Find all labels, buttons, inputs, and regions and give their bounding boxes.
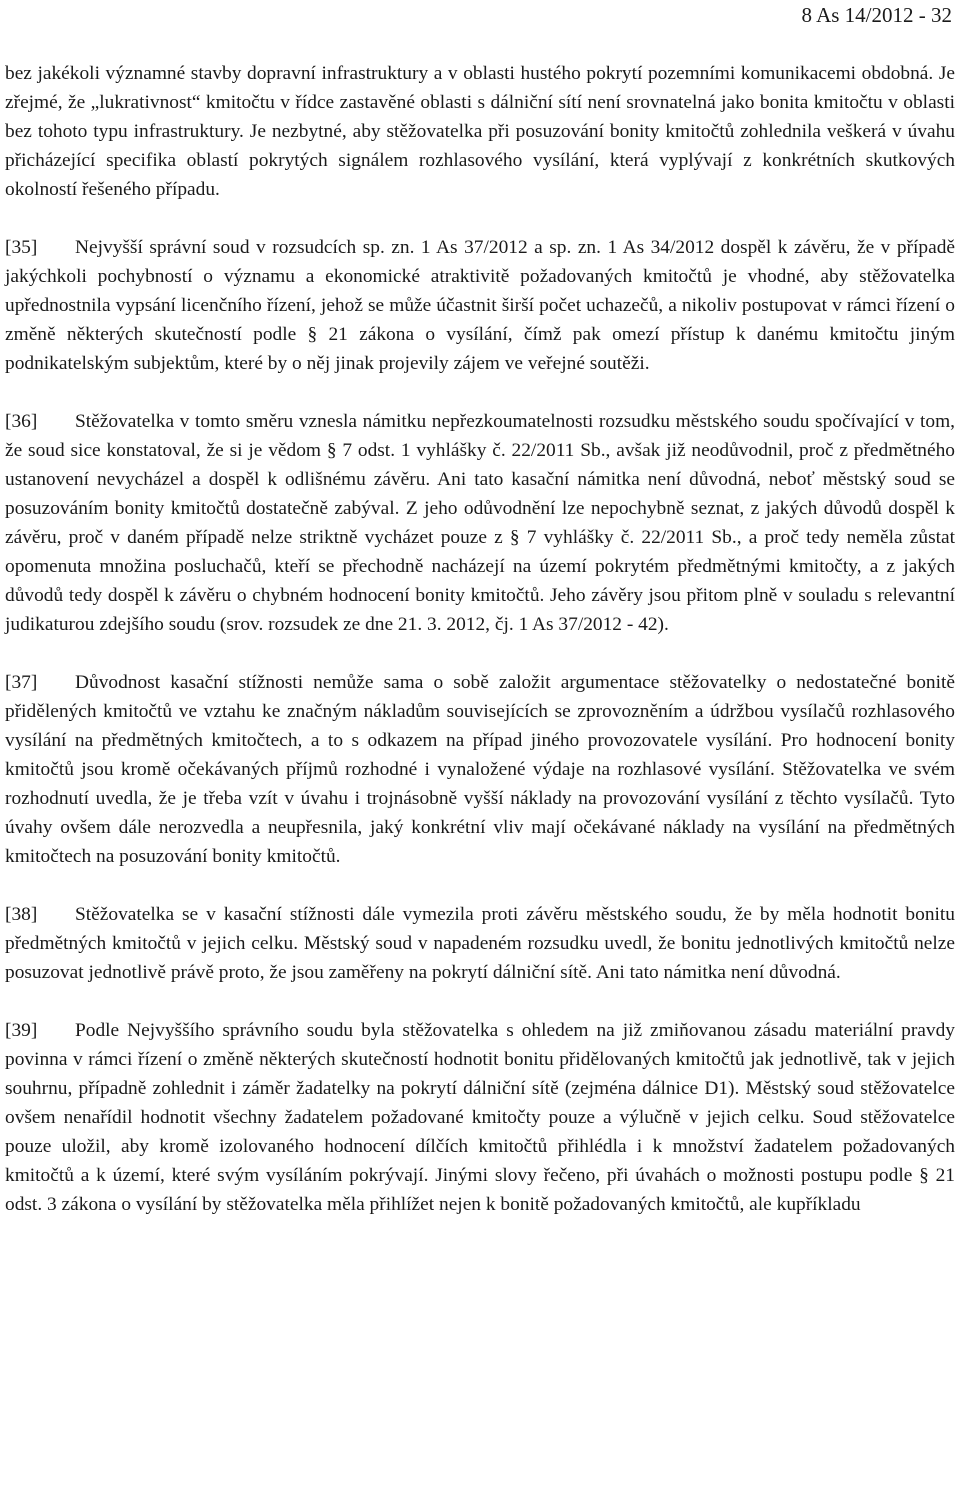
paragraph-text: Stěžovatelka v tomto směru vznesla námitku nepřezkoumatelnosti rozsudku městského soudu spočívající v tom, že soud sice konstatoval, že si je vědom § 7 odst. 1 vyhlášky č. 22/2011 Sb., avšak již neodůvodnil, proč z předmětného ustanovení nevycházel a dospěl k odlišnému závěru. Ani tato kasační námitka není důvodná, neboť městský soud se posuzováním bonity kmitočtů dostatečně zabýval. Z jeho odůvodnění lze nepochybně seznat, z jakých důvodů dospěl k závěru, proč v daném případě nelze striktně vycházet pouze z § 7 vyhlášky č. 22/2011 Sb., a proč tedy neměla zůstat opomenuta množina posluchačů, kteří se přechodně nacházejí na území pokrytém předmětnými kmitočty, a z jakých důvodů tedy dospěl k závěru o chybném hodnocení bonity kmitočtů. Jeho závěry jsou přitom plně v souladu s relevantní judikaturou zdejšího soudu (srov. rozsudek ze dne 21. 3. 2012, čj. 1 As 37/2012 - 42). xyxy=(5,411,955,635)
paragraph-text: Důvodnost kasační stížnosti nemůže sama o sobě založit argumentace stěžovatelky o nedostatečné bonitě přidělených kmitočtů ve vztahu ke značným nákladům souvisejících se zprovozněním a údržbou vysílačů rozhlasového vysílání na předmětných kmitočtech, a to s odkazem na případ jiného provozovatele vysílání. Pro hodnocení bonity kmitočtů jsou kromě očekávaných příjmů rozhodné i vynaložené výdaje na rozhlasové vysílání. Stěžovatelka ve svém rozhodnutí uvedla, že je třeba vzít v úvahu i trojnásobně vyšší náklady na provozování vysílání z těchto vysílačů. Tyto úvahy ovšem dále nerozvedla a neupřesnila, jaký konkrétní vliv mají očekávané náklady na vysílání na předmětných kmitočtech na posuzování bonity kmitočtů. xyxy=(5,672,955,867)
document-body xyxy=(5,59,955,1219)
paragraph-number: [38] xyxy=(5,904,38,925)
paragraph-number: [36] xyxy=(5,411,38,432)
paragraph-number: [37] xyxy=(5,672,38,693)
paragraph-35 xyxy=(5,233,955,378)
paragraph-number: [39] xyxy=(5,1020,38,1041)
paragraph-text: Nejvyšší správní soud v rozsudcích sp. zn. 1 As 37/2012 a sp. zn. 1 As 34/2012 dospěl k závěru, že v případě jakýchkoli pochybností o významu a ekonomické atraktivitě požadovaných kmitočtů je vhodné, aby stěžovatelka upřednostnila vypsání licenčního řízení, jehož se může účastnit širší počet uchazečů, a nikoliv postupovat v rámci řízení o změně některých skutečností podle § 21 zákona o vysílání, čímž pak omezí přístup k danému kmitočtu jiným podnikatelským subjektům, které by o něj jinak projevily zájem ve veřejné soutěži. xyxy=(5,237,955,374)
paragraph-number: [35] xyxy=(5,237,38,258)
paragraph-text: Podle Nejvyššího správního soudu byla stěžovatelka s ohledem na již zmiňovanou zásadu materiální pravdy povinna v rámci řízení o změně některých skutečností hodnotit bonitu přidělovaných kmitočtů jak jednotlivě, tak v jejich souhrnu, případně zohlednit i záměr žadatelky na pokrytí dálniční sítě (zejména dálnice D1). Městský soud stěžovatelce ovšem nenařídil hodnotit všechny žadatelem požadované kmitočty pouze a výlučně v jejich celku. Soud stěžovatelce pouze uložil, aby kromě izolovaného hodnocení dílčích kmitočtů přihlédla i k množství žadatelem požadovaných kmitočtů a k území, které svým vysíláním pokrývají. Jinými slovy řečeno, při úvahách o možnosti postupu podle § 21 odst. 3 zákona o vysílání by stěžovatelka měla přihlížet nejen k bonitě požadovaných kmitočtů, ale kupříkladu xyxy=(5,1020,955,1215)
paragraph-continuation xyxy=(5,59,955,204)
paragraph-39 xyxy=(5,1016,955,1219)
case-number: 8 As 14/2012 - 32 xyxy=(801,3,952,27)
paragraph-37 xyxy=(5,668,955,871)
paragraph-36 xyxy=(5,407,955,639)
paragraph-38 xyxy=(5,900,955,987)
paragraph-text: Stěžovatelka se v kasační stížnosti dále vymezila proti závěru městského soudu, že by měla hodnotit bonitu předmětných kmitočtů v jejich celku. Městský soud v napadeném rozsudku uvedl, že bonitu jednotlivých kmitočtů nelze posuzovat jednotlivě právě proto, že jsou zaměřeny na pokrytí dálniční sítě. Ani tato námitka není důvodná. xyxy=(5,904,955,983)
paragraph-text: bez jakékoli významné stavby dopravní infrastruktury a v oblasti hustého pokrytí pozemními komunikacemi obdobná. Je zřejmé, že „lukrativnost“ kmitočtu v řídce zastavěné oblasti s dálniční sítí není srovnatelná jako bonita kmitočtu v oblasti bez tohoto typu infrastruktury. Je nezbytné, aby stěžovatelka při posuzování bonity kmitočtů zohlednila veškerá v úvahu přicházející specifika oblastí pokrytých signálem rozhlasového vysílání, která vyplývají z konkrétních skutkových okolností řešeného případu. xyxy=(5,63,955,200)
